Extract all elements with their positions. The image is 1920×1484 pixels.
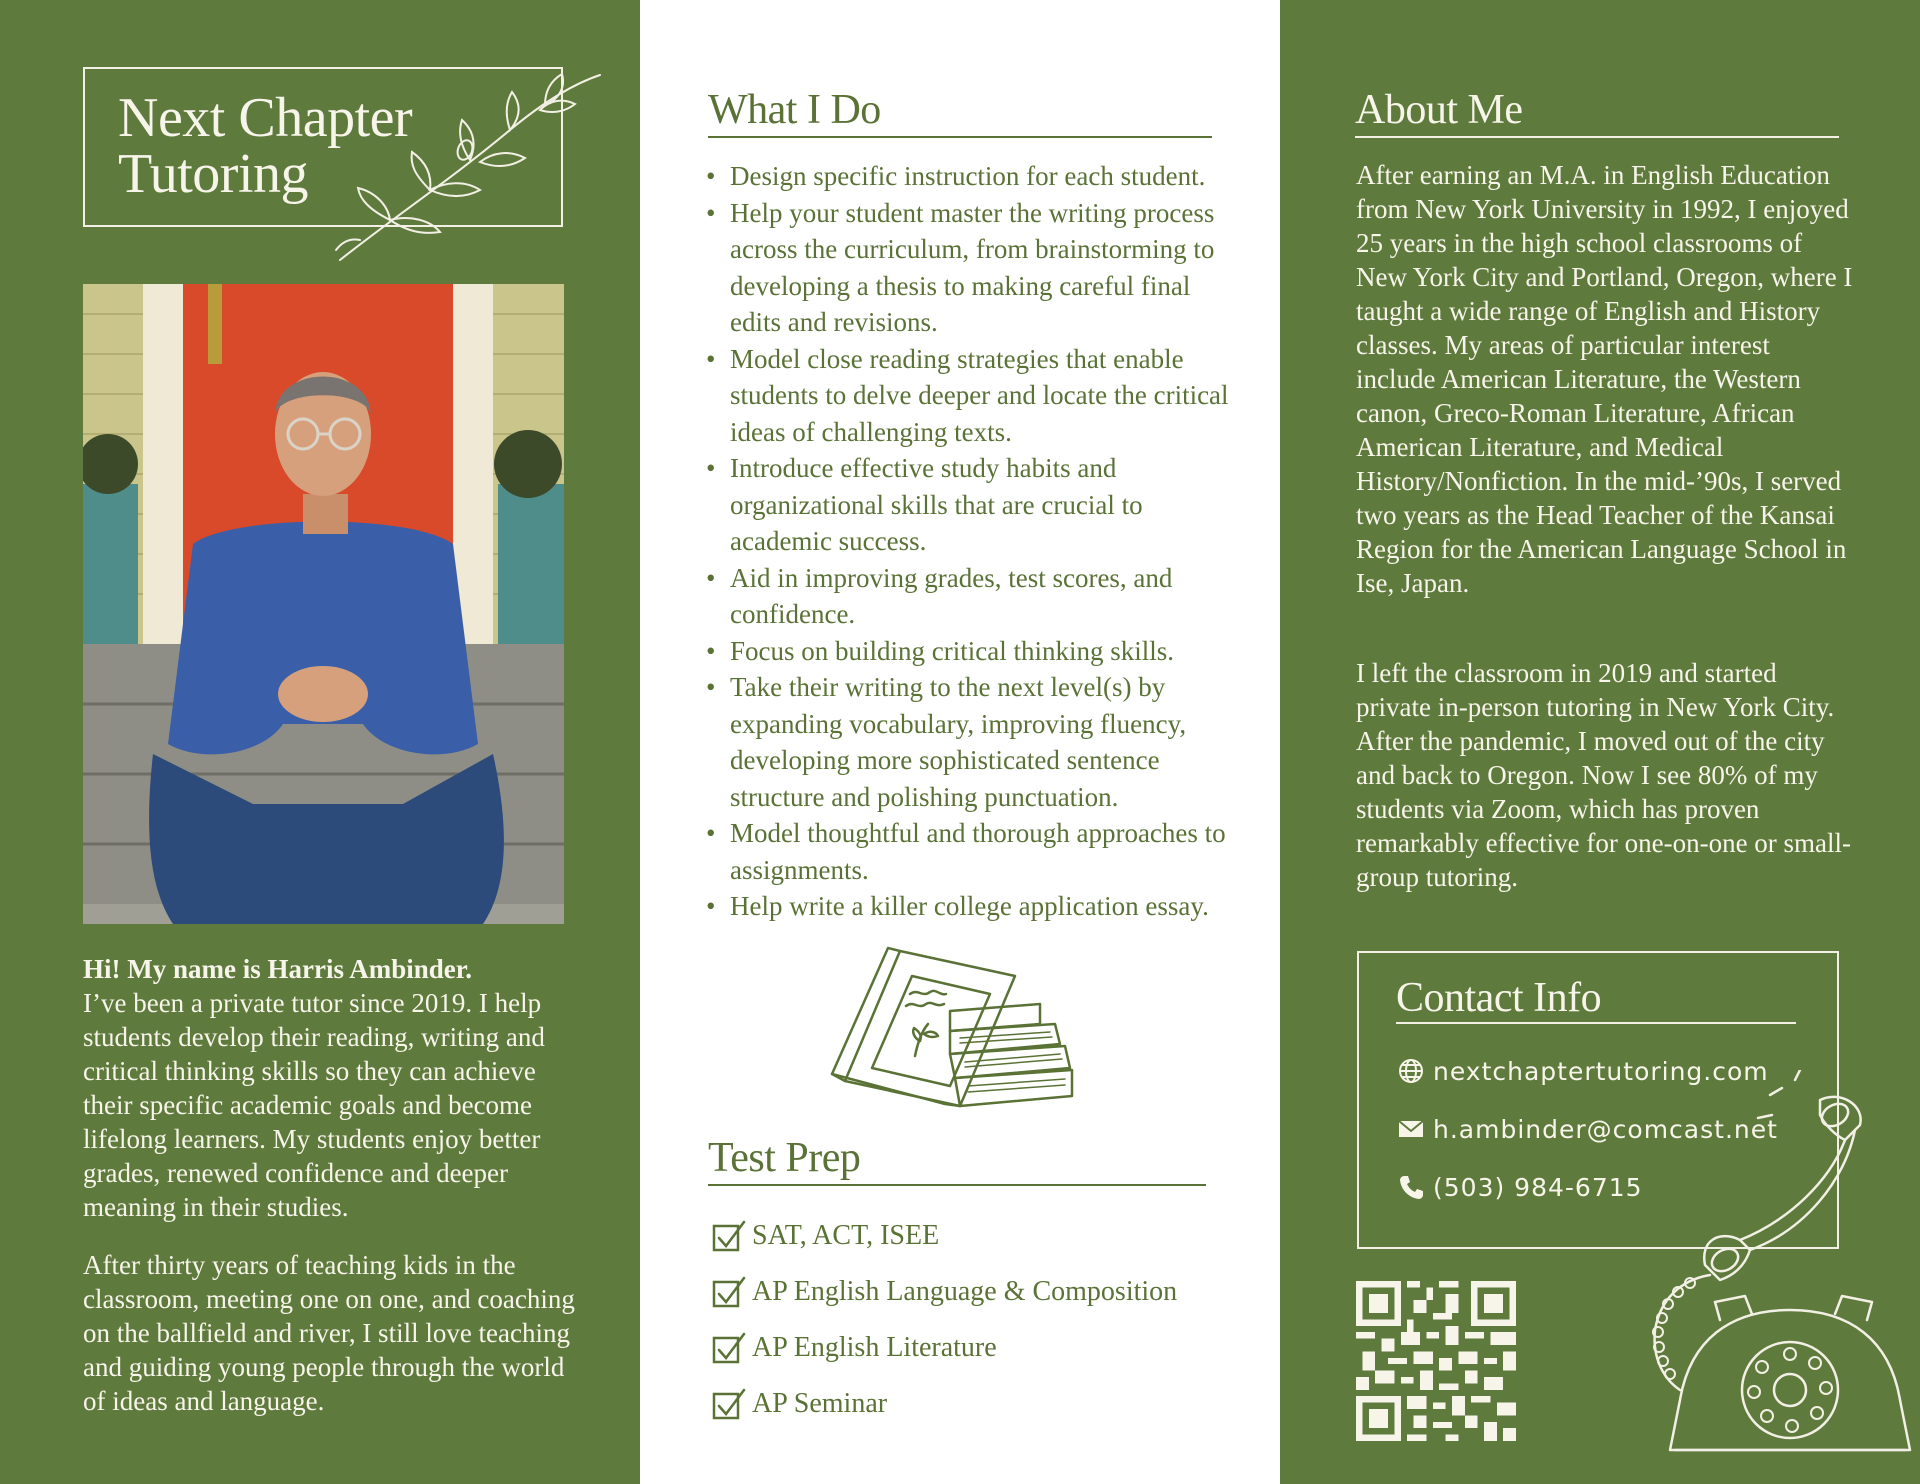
test-prep-item-label: AP Seminar	[752, 1388, 888, 1419]
list-item	[712, 1386, 1272, 1442]
olive-branch-icon	[330, 70, 610, 270]
email-link[interactable]: h.ambinder@comcast.net	[1433, 1115, 1778, 1144]
logo-title-line2: Tutoring	[118, 143, 309, 205]
logo-title-line1: Next Chapter	[118, 87, 413, 149]
test-prep-item-label: AP English Language & Composition	[752, 1276, 1178, 1307]
about-rule	[1355, 136, 1839, 138]
test-prep-heading: Test Prep	[708, 1135, 861, 1181]
what-i-do-heading: What I Do	[708, 87, 881, 133]
list-item: • Model thoughtful and thorough approaches to assignments.	[706, 815, 1236, 888]
list-item: • Take their writing to the next level(s) by expanding vocabulary, improving fluency, developing more sophisticated sentence structure and polishing punctuation.	[706, 669, 1236, 815]
what-i-do-list	[706, 158, 1236, 925]
intro-body: I’ve been a private tutor since 2019. I help students develop their reading, writing and critical thinking skills so they can achieve their specific academic goals and become lifelong learners. My students enjoy better grades, renewed confidence and deeper meaning in their studies.	[83, 988, 545, 1222]
qr-code[interactable]	[1356, 1281, 1516, 1441]
contact-heading: Contact Info	[1396, 975, 1602, 1021]
contact-phone[interactable]	[1397, 1172, 1643, 1204]
list-item: • Model close reading strategies that enable students to delve deeper and locate the critical ideas of challenging texts.	[706, 341, 1236, 451]
about-heading: About Me	[1355, 87, 1523, 133]
list-item	[712, 1330, 1272, 1386]
portrait-illustration	[83, 284, 564, 924]
phone-number[interactable]: (503) 984-6715	[1433, 1173, 1643, 1202]
what-i-do-rule	[708, 136, 1212, 138]
left-panel	[0, 0, 640, 1484]
test-prep-rule	[708, 1184, 1206, 1186]
intro-text-2: After thirty years of teaching kids in the classroom, meeting one on one, and coaching on the ballfield and river, I still love teaching and guiding young people through the world of ideas and language.	[83, 1250, 575, 1416]
test-prep-list	[712, 1218, 1272, 1442]
portrait-photo	[83, 284, 564, 924]
books-stack-icon	[810, 946, 1110, 1116]
list-item: • Help your student master the writing process across the curriculum, from brainstorming to developing a thesis to making careful final edits and revisions.	[706, 195, 1236, 341]
rotary-telephone-icon	[1620, 1070, 1920, 1470]
test-prep-item-label: SAT, ACT, ISEE	[752, 1220, 940, 1251]
checkbox-checked-icon	[712, 1220, 746, 1254]
list-item: • Design specific instruction for each student.	[706, 158, 1236, 195]
about-paragraph-2: I left the classroom in 2019 and started private in-person tutoring in New York City. After the pandemic, I moved out of the city and back to Oregon. Now I see 80% of my students via Zoom, which has proven remarkably effective for one-on-one or small-group tutoring.	[1356, 658, 1852, 892]
checkbox-checked-icon	[712, 1332, 746, 1366]
list-item: • Focus on building critical thinking skills.	[706, 633, 1236, 670]
envelope-icon	[1397, 1115, 1425, 1143]
about-paragraph-1: After earning an M.A. in English Education from New York University in 1992, I enjoyed 25 years in the high school classrooms of New York City and Portland, Oregon, where I taught a wide range of English and History classes. My areas of particular interest include American Literature, the Western canon, Greco-Roman Literature, African American Literature, and Medical History/Nonfiction. In the mid-’90s, I served two years as the Head Teacher of the Kansai Region for the American Language School in Ise, Japan.	[1356, 160, 1853, 598]
greeting: Hi! My name is Harris Ambinder.	[83, 954, 472, 984]
list-item: • Introduce effective study habits and organizational skills that are crucial to academic success.	[706, 450, 1236, 560]
website-link[interactable]: nextchaptertutoring.com	[1433, 1057, 1769, 1086]
contact-rule	[1396, 1022, 1796, 1024]
list-item: • Help write a killer college application essay.	[706, 888, 1236, 925]
list-item	[712, 1218, 1272, 1274]
intro-text	[83, 952, 583, 1224]
test-prep-item-label: AP English Literature	[752, 1332, 997, 1363]
phone-icon	[1397, 1173, 1425, 1201]
list-item: • Aid in improving grades, test scores, and confidence.	[706, 560, 1236, 633]
checkbox-checked-icon	[712, 1388, 746, 1422]
globe-icon	[1397, 1057, 1425, 1085]
checkbox-checked-icon	[712, 1276, 746, 1310]
list-item	[712, 1274, 1272, 1330]
